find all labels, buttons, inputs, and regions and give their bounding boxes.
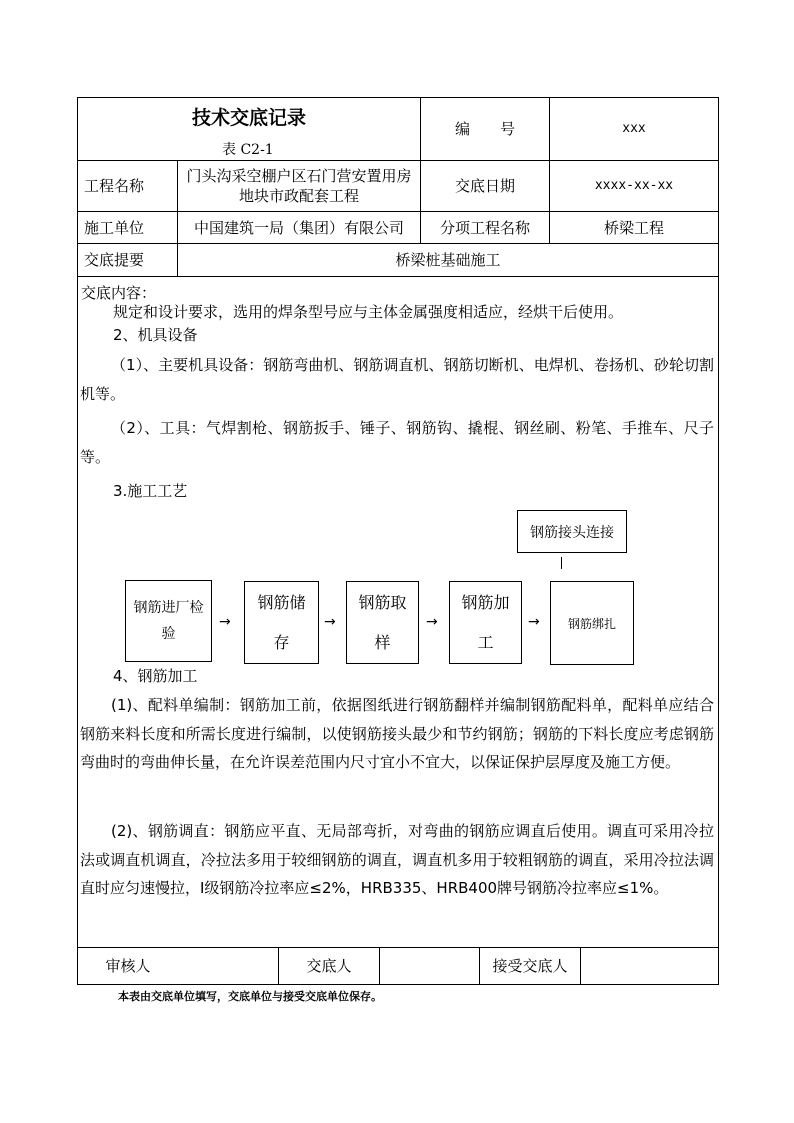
flow-box-incoming-inspection: 钢筋进厂检验 xyxy=(125,580,212,662)
summary-value: 桥梁桩基础施工 xyxy=(395,251,501,269)
receiver-label: 接受交底人 xyxy=(492,957,568,975)
subproject-value: 桥梁工程 xyxy=(603,218,664,237)
paragraph: （1）、主要机具设备：钢筋弯曲机、钢筋调直机、钢筋切断机、电焊机、卷扬机、砂轮切割机等。 xyxy=(80,356,714,403)
table-border-bottom xyxy=(77,984,719,985)
section-title: 4、钢筋加工 xyxy=(113,667,198,685)
row-divider xyxy=(77,276,719,277)
project-name-label: 工程名称 xyxy=(84,177,145,195)
document-title: 技术交底记录 xyxy=(191,107,306,129)
number-value: xxx xyxy=(622,121,646,136)
subproject-label: 分项工程名称 xyxy=(439,218,530,237)
contractor-label: 施工单位 xyxy=(84,218,145,237)
number-label: 编 号 xyxy=(454,120,515,138)
content-line: 规定和设计要求，选用的焊条型号应与主体金属强度相适应，经烘干后使用。 xyxy=(113,303,624,321)
paragraph: （2）、工具：气焊割枪、钢筋扳手、锤子、钢筋钩、撬棍、钢丝刷、粉笔、手推车、尺子等。 xyxy=(80,419,714,466)
content-heading: 交底内容： xyxy=(81,284,157,302)
discloser-signature-field xyxy=(380,948,479,984)
section-title: 2、机具设备 xyxy=(113,326,198,344)
flow-box-sampling: 钢筋取样 xyxy=(346,581,419,664)
receiver-signature-field xyxy=(581,948,718,984)
form-number: 表 C2-1 xyxy=(222,142,274,158)
date-label: 交底日期 xyxy=(454,177,515,195)
arrow-icon: → xyxy=(528,614,540,630)
reviewer-label: 审核人 xyxy=(105,957,151,975)
flow-box-joint-connection: 钢筋接头连接 xyxy=(517,510,627,553)
contractor-value: 中国建筑一局（集团）有限公司 xyxy=(193,218,404,237)
section-title: 3.施工工艺 xyxy=(113,482,188,500)
paragraph: (1)、配料单编制：钢筋加工前，依据图纸进行钢筋翻样并编制钢筋配料单，配料单应结合钢筋来料长度和所需长度进行编制，以使钢筋接头最少和节约钢筋；钢筋的下料长度应考虑钢筋弯曲时的弯曲伸长量，在允许误差范围内尺寸宜小不宜大，以保证保护层厚度及施工方便。 xyxy=(80,696,714,771)
flow-box-storage: 钢筋储存 xyxy=(244,581,319,664)
flow-box-processing: 钢筋加工 xyxy=(449,581,522,664)
date-value: xxxx-xx-xx xyxy=(594,178,674,193)
flow-box-binding: 钢筋绑扎 xyxy=(550,581,634,665)
project-name-value: 门头沟采空棚户区石门营安置用房地块市政配套工程 xyxy=(186,167,412,205)
reviewer-signature-field xyxy=(179,948,278,984)
arrow-icon: → xyxy=(219,614,231,630)
flow-connector xyxy=(561,557,562,569)
arrow-icon: → xyxy=(426,614,438,630)
footnote: 本表由交底单位填写，交底单位与接受交底单位保存。 xyxy=(118,990,382,1003)
summary-label: 交底提要 xyxy=(84,251,145,269)
discloser-label: 交底人 xyxy=(306,957,352,975)
arrow-icon: → xyxy=(324,614,336,630)
table-border-right xyxy=(718,97,719,985)
paragraph: (2)、钢筋调直：钢筋应平直、无局部弯折，对弯曲的钢筋应调直后使用。调直可采用冷拉法或调直机调直，冷拉法多用于较细钢筋的调直，调直机多用于较粗钢筋的调直，采用冷拉法调直时应匀速慢拉，Ⅰ级钢筋冷拉率应≤2%，HRB335、HRB400牌号钢筋冷拉率应≤1%。 xyxy=(80,822,714,897)
